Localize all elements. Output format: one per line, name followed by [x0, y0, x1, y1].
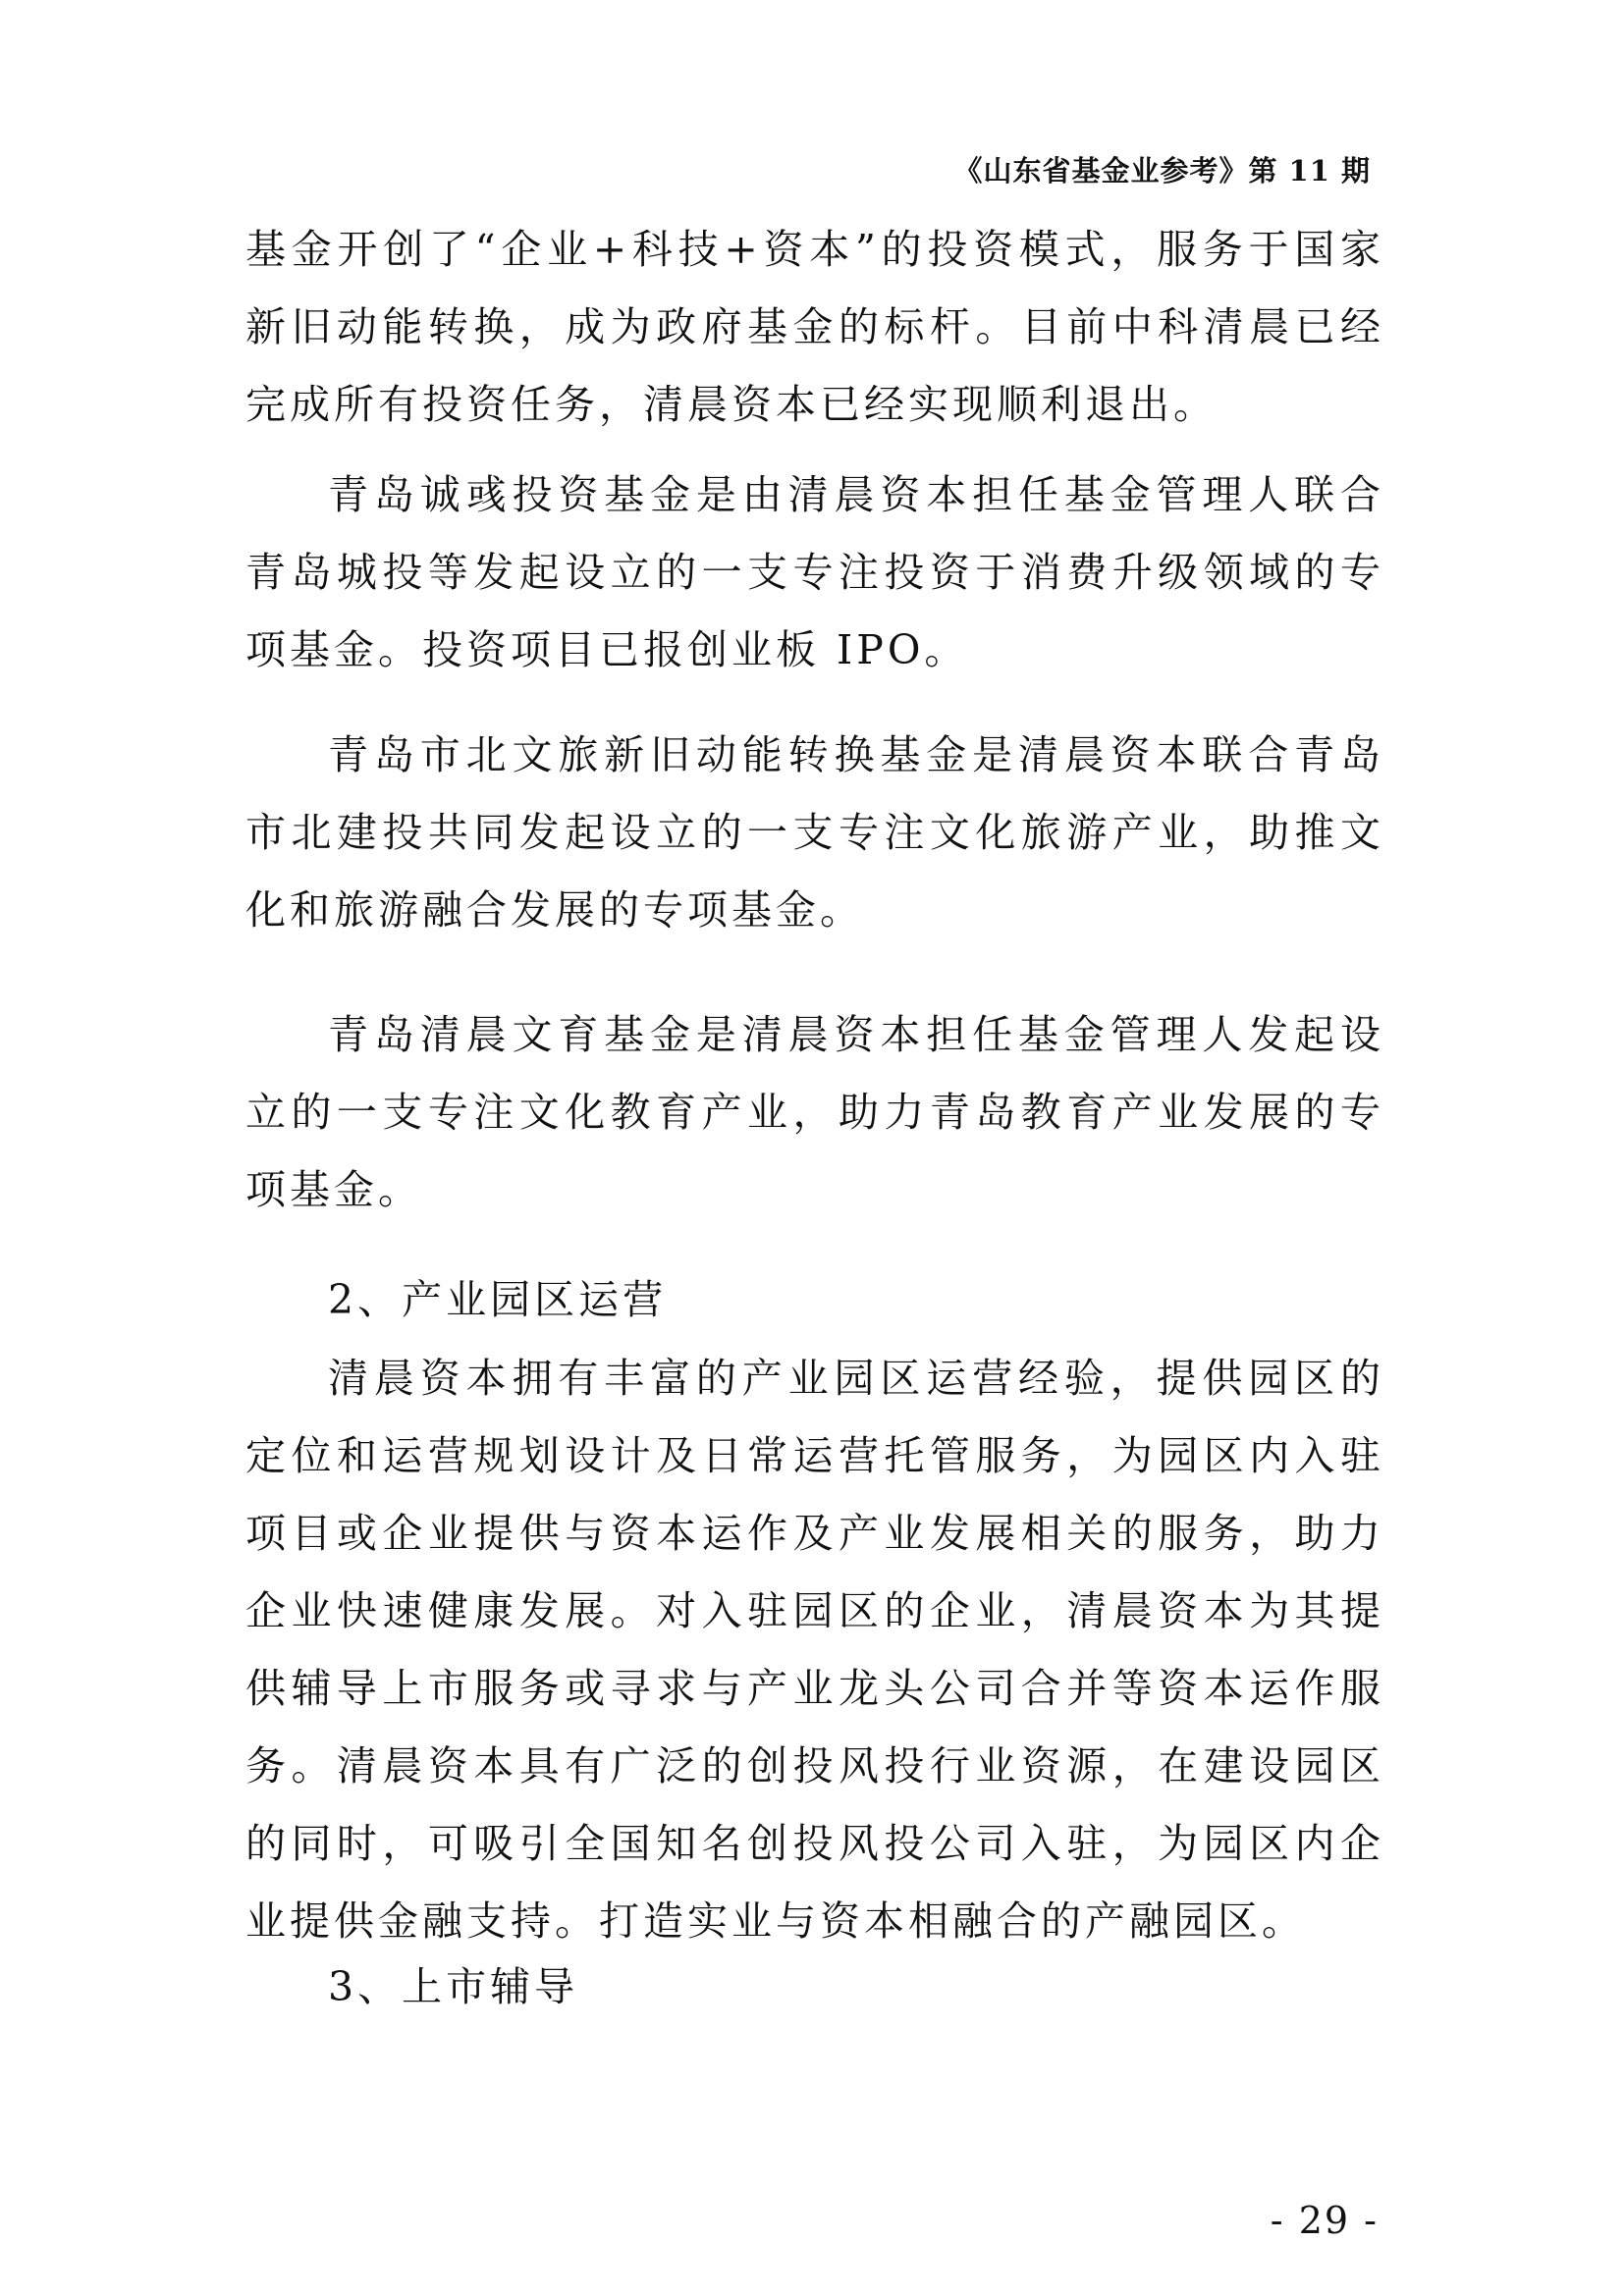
paragraph-fund-model: 基金开创了“企业+科技+资本”的投资模式，服务于国家新旧动能转换，成为政府基金的标杆。目前中科清晨已经完成所有投资任务，清晨资本已经实现顺利退出。	[245, 226, 1384, 428]
paragraph-industrial-park-operation: 清晨资本拥有丰富的产业园区运营经验，提供园区的定位和运营规划设计及日常运营托管服务，为园区内入驻项目或企业提供与资本运作及产业发展相关的服务，助力企业快速健康发展。对入驻园区的企业，清晨资本为其提供辅导上市服务或寻求与产业龙头公司合并等资本运作服务。清晨资本具有广泛的创投风投行业资源，在建设园区的同时，可吸引全国知名创投风投公司入驻，为园区内企业提供金融支持。打造实业与资本相融合的产融园区。	[245, 1355, 1384, 1945]
running-header: 《山东省基金业参考》第 11 期	[953, 154, 1371, 187]
paragraph-qingchen-education-fund: 青岛清晨文育基金是清晨资本担任基金管理人发起设立的一支专注文化教育产业，助力青岛教育产业发展的专项基金。	[245, 1011, 1384, 1213]
section-heading-industrial-park: 2、产业园区运营	[328, 1276, 668, 1323]
paragraph-shibei-culture-tourism-fund: 青岛市北文旅新旧动能转换基金是清晨资本联合青岛市北建投共同发起设立的一支专注文化旅游产业，助推文化和旅游融合发展的专项基金。	[245, 731, 1384, 934]
page-number: - 29 -	[1270, 2199, 1379, 2242]
section-heading-listing-guidance: 3、上市辅导	[328, 1963, 579, 2010]
paragraph-qingdao-chengyu-fund: 青岛诚彧投资基金是由清晨资本担任基金管理人联合青岛城投等发起设立的一支专注投资于消费升级领域的专项基金。投资项目已报创业板 IPO。	[245, 471, 1384, 673]
